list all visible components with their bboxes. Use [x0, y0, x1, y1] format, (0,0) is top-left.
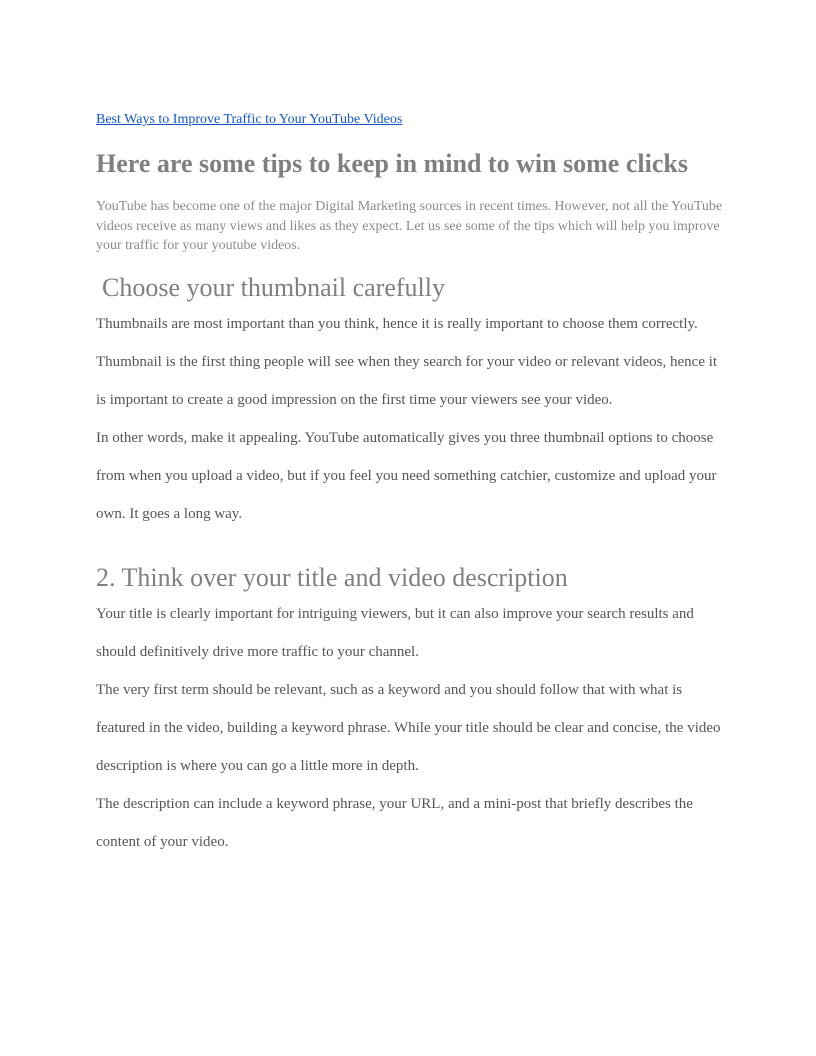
section-heading-title-description: 2. Think over your title and video description: [96, 562, 568, 592]
article-link[interactable]: Best Ways to Improve Traffic to Your YouTube Videos: [96, 112, 403, 127]
title-paragraph-2: The very first term should be relevant, such as a keyword and you should follow that with what is featured in the video, building a keyword phrase. While your title should be clear and concise, the video description is where you can go a little more in depth.: [96, 681, 721, 774]
thumbnail-paragraph-1: Thumbnails are most important than you think, hence it is really important to choose them correctly. Thumbnail is the first thing people will see when they search for your video or relevant videos, hence it is important to create a good impression on the first time your viewers see your video.: [96, 315, 718, 408]
document-page: [96, 110, 724, 861]
title-paragraph-1: Your title is clearly important for intriguing viewers, but it can also improve your search results and should definitively drive more traffic to your channel.: [96, 605, 694, 660]
page-title: Here are some tips to keep in mind to win some clicks: [96, 149, 688, 178]
thumbnail-paragraph-2: In other words, make it appealing. YouTube automatically gives you three thumbnail options to choose from when you upload a video, but if you feel you need something catchier, customize and upload your own. It goes a long way.: [96, 429, 717, 522]
title-paragraph-3: The description can include a keyword phrase, your URL, and a mini-post that briefly describes the content of your video.: [96, 795, 693, 850]
section-heading-thumbnail: Choose your thumbnail carefully: [102, 272, 445, 302]
intro-paragraph: YouTube has become one of the major Digital Marketing sources in recent times. However, not all the YouTube videos receive as many views and likes as they expect. Let us see some of the tips which will help you improve your traffic for your youtube videos.: [96, 199, 723, 253]
